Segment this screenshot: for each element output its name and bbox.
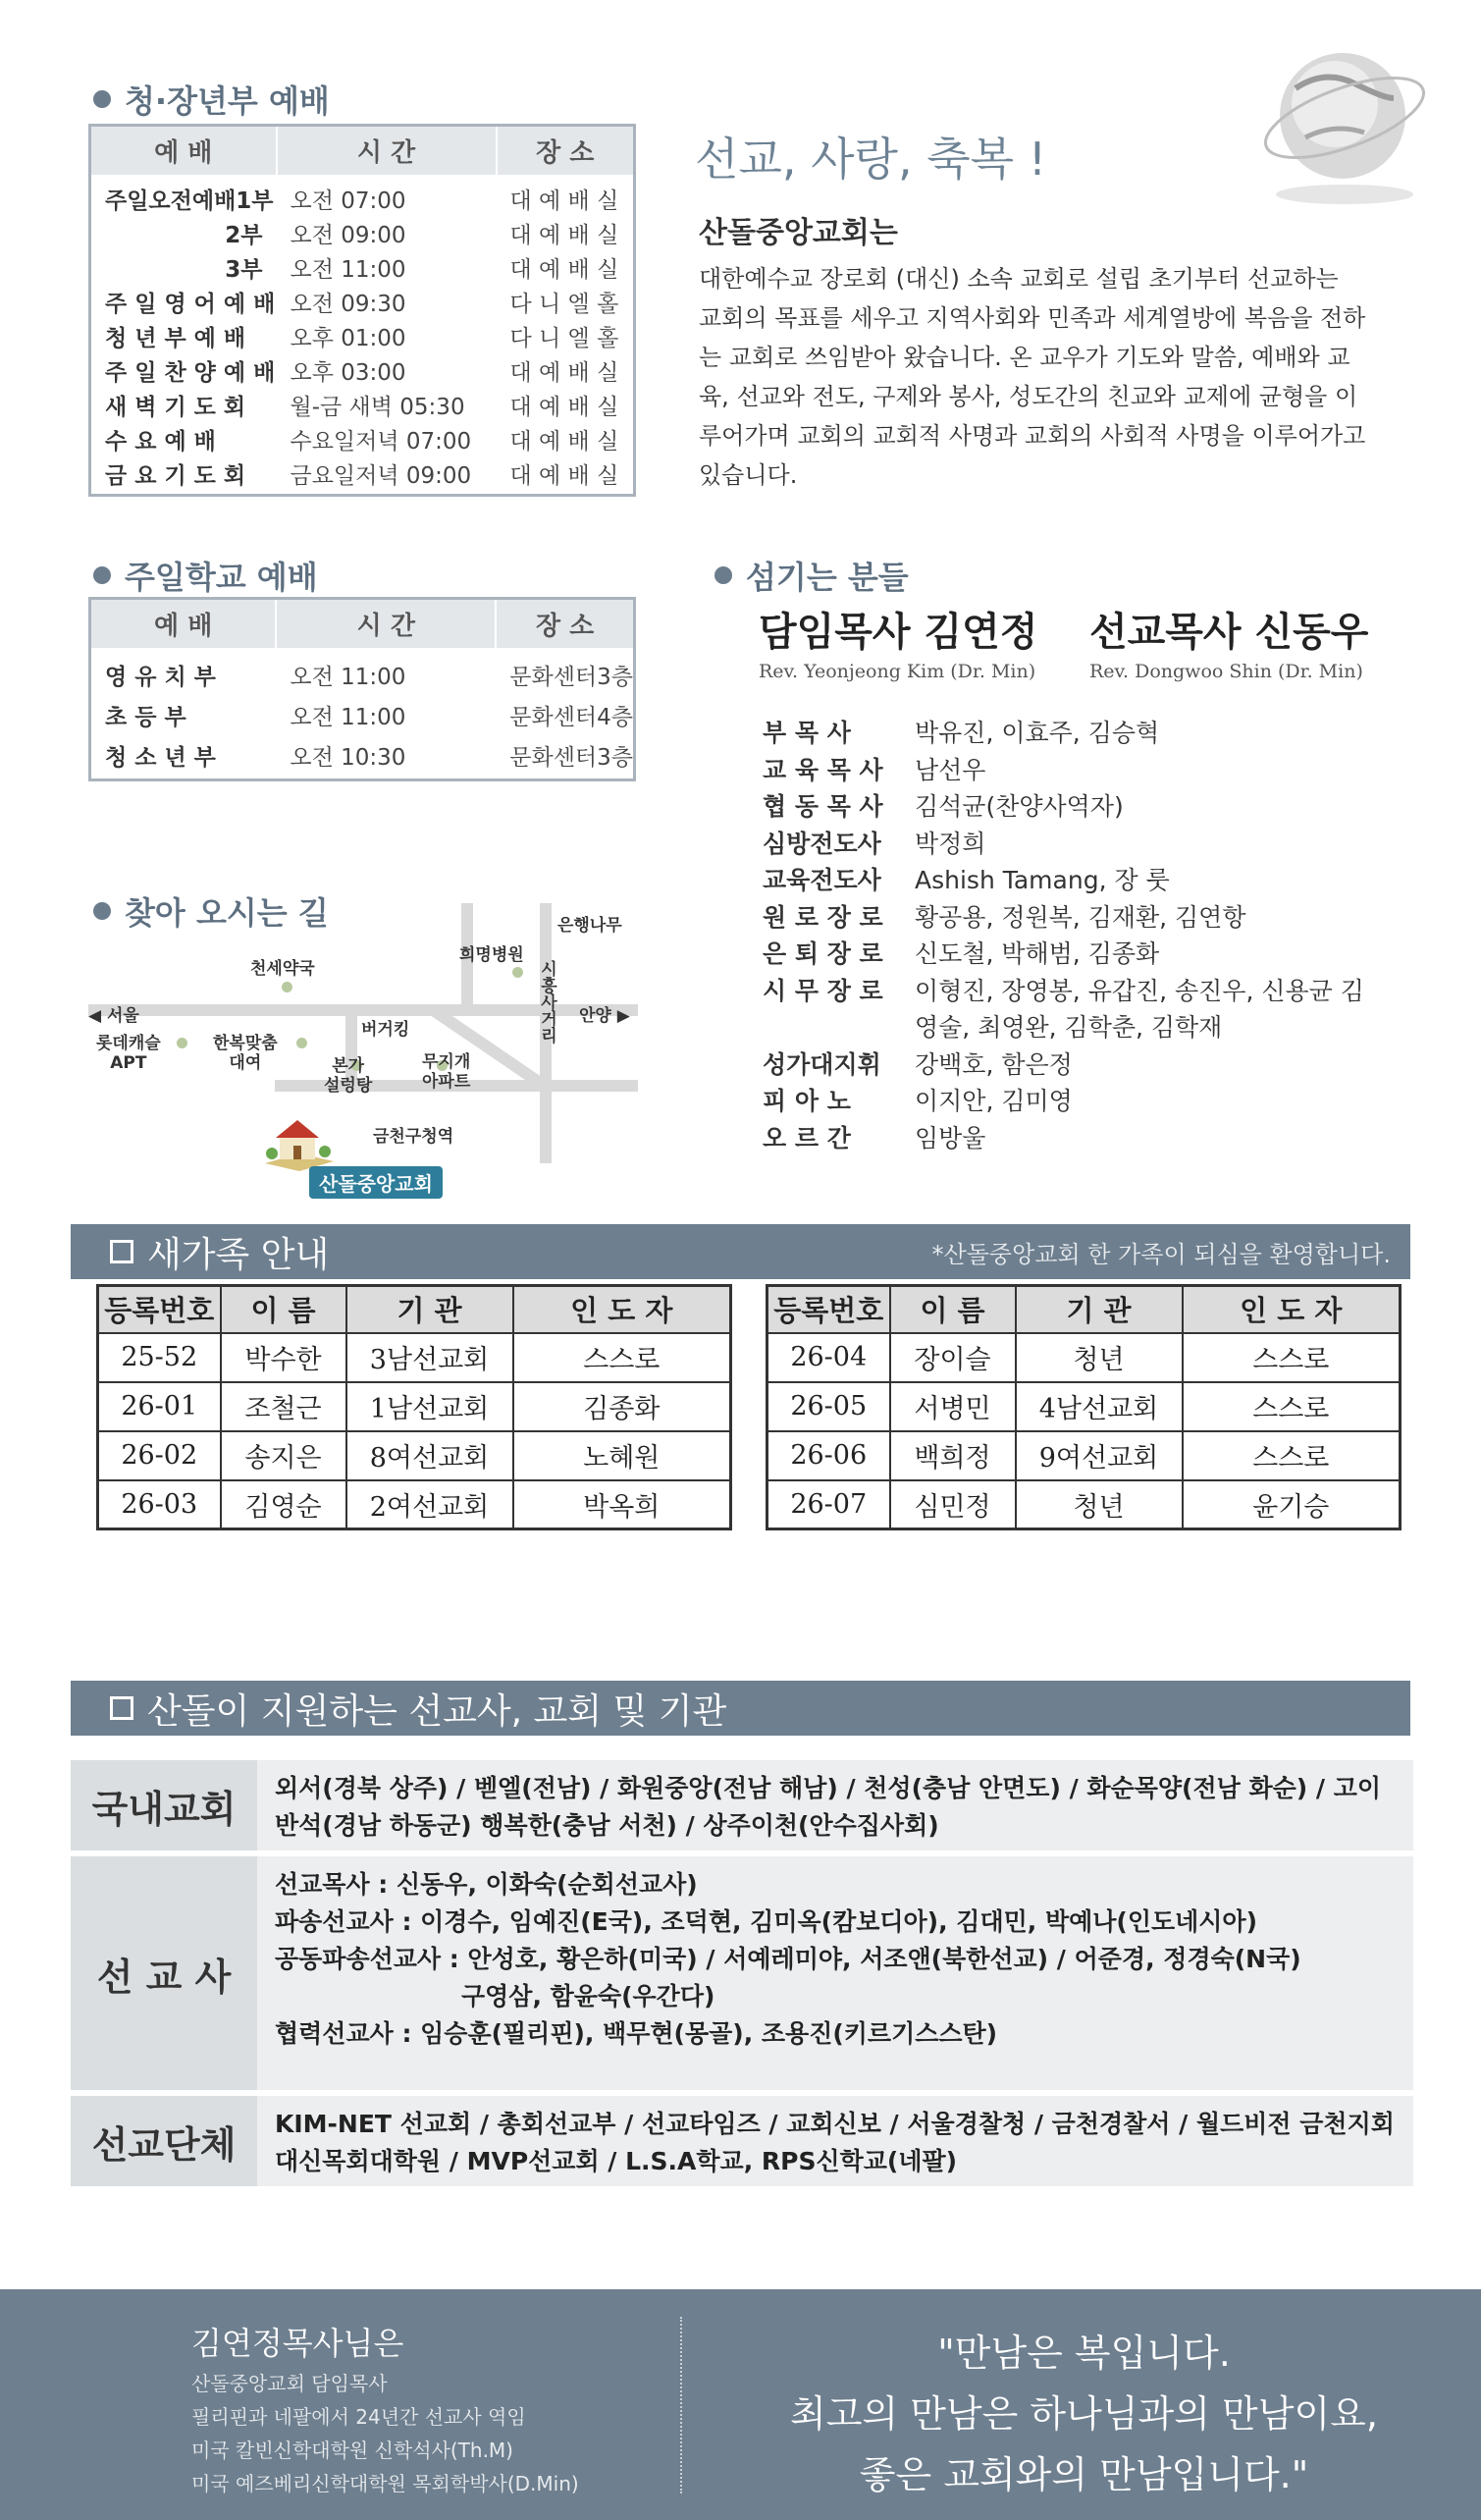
- missions-row-missionary: [71, 1856, 1413, 2090]
- table-cell: 새 벽 기 도 회: [105, 394, 246, 420]
- footer-bio-line: 필리핀과 네팔에서 24년간 선교사 역임: [191, 2405, 526, 2429]
- staff-names: 임방울: [915, 1123, 986, 1153]
- youth-worship-table: [88, 124, 636, 497]
- map-label-seoul: ◀ 서울: [88, 1006, 139, 1026]
- organization-line: 대신목회대학원 / MVP선교회 / L.S.A학교, RPS신학교(네팔): [275, 2147, 958, 2175]
- table-cell: 8여선교회: [346, 1431, 513, 1480]
- staff-names: 이형진, 장영봉, 유갑진, 송진우, 신용균 김영술, 최영완, 김학춘, 김학재: [915, 976, 1364, 1042]
- staff-role: 협 동 목 사: [763, 792, 883, 821]
- table-cell: 3부: [225, 256, 263, 283]
- missionary-list: [257, 1856, 1413, 2090]
- table-cell: 26-07: [767, 1480, 890, 1529]
- table-cell: 김종화: [513, 1382, 731, 1431]
- table-row: [767, 1480, 1401, 1529]
- table-row: [90, 356, 635, 391]
- intro-headline: 선교, 사랑, 축복 !: [695, 133, 1047, 186]
- table-row: [90, 738, 635, 780]
- table-cell: 9여선교회: [1016, 1431, 1183, 1480]
- col-header: 기 관: [1016, 1286, 1183, 1333]
- table-cell: 오전 11:00: [290, 704, 406, 730]
- staff-role: 교 육 목 사: [763, 755, 883, 784]
- table-row: [90, 698, 635, 738]
- staff-role: 원 로 장 로: [763, 902, 883, 932]
- footer: [0, 2289, 1481, 2520]
- table-cell: 윤기승: [1183, 1480, 1401, 1529]
- staff-row: [763, 862, 1371, 899]
- table-row: [90, 391, 635, 425]
- table-cell: 박수한: [221, 1333, 346, 1382]
- table-cell: 문화센터3층: [509, 664, 633, 690]
- directions-map: [88, 903, 658, 1207]
- missions-label: 국내교회: [71, 1760, 257, 1850]
- intro-body: 대한예수교 장로회 (대신) 소속 교회로 설립 초기부터 선교하는 교회의 목표를 세우고 지역사회와 민족과 세계열방에 복음을 전하는 교회로 쓰임받아 왔습니다. 온 교우가 기도와 말씀, 예배와 교육, 선교와 전도, 구제와 봉사, 성도간의 친교와 교제에 균형을 이루어가며 교회의 교회적 사명과 교회의 사회적 사명을 이루어가고 있습니다.: [699, 265, 1366, 489]
- table-cell: 금요일저녁 09:00: [290, 462, 472, 489]
- table-cell: 대 예 배 실: [509, 256, 619, 283]
- map-label-anyang: 안양 ▶: [579, 1006, 630, 1026]
- sunday-school-title: 주일학교 예배: [93, 553, 318, 598]
- table-cell: 26-06: [767, 1431, 890, 1480]
- staff-names: 황공용, 정원복, 김재환, 김연항: [915, 902, 1246, 932]
- servants-title: 섬기는 분들: [714, 553, 909, 598]
- staff-role: 은 퇴 장 로: [763, 939, 883, 968]
- bullet-icon: [714, 566, 732, 584]
- senior-pastor-english: Rev. Yeonjeong Kim (Dr. Min): [759, 661, 1036, 682]
- table-cell: 1남선교회: [346, 1382, 513, 1431]
- table-cell: 스스로: [1183, 1333, 1401, 1382]
- col-header: 이 름: [221, 1286, 346, 1333]
- table-cell: 청 년 부 예 배: [105, 325, 246, 351]
- table-cell: 다 니 엘 홀: [509, 325, 619, 351]
- table-cell: 3남선교회: [346, 1333, 513, 1382]
- checkbox-icon: [110, 1696, 133, 1720]
- table-row: [90, 459, 635, 496]
- footer-quote-line: "만남은 복입니다.: [937, 2332, 1231, 2375]
- table-row: [90, 253, 635, 288]
- table-cell: 오후 01:00: [290, 325, 406, 351]
- church-icon: [260, 1114, 339, 1173]
- table-cell: 대 예 배 실: [509, 462, 619, 489]
- table-row: [90, 425, 635, 459]
- missions-row-domestic: [71, 1760, 1413, 1850]
- col-header: 인 도 자: [1183, 1286, 1401, 1333]
- bullet-icon: [93, 90, 111, 108]
- col-header: 시 간: [276, 599, 496, 648]
- table-row: [90, 219, 635, 253]
- table-cell: 오전 10:30: [290, 744, 406, 771]
- table-cell: 조철근: [221, 1382, 346, 1431]
- staff-role: 피 아 노: [763, 1087, 851, 1115]
- table-cell: 오전 09:30: [290, 291, 406, 317]
- col-header: 기 관: [346, 1286, 513, 1333]
- new-family-note: *산돌중앙교회 한 가족이 되심을 환영합니다.: [931, 1240, 1391, 1268]
- table-cell: 오전 07:00: [290, 188, 406, 214]
- staff-names: 신도철, 박해범, 김종화: [915, 939, 1160, 968]
- sunday-school-table: [88, 597, 636, 781]
- new-family-table-right: [766, 1284, 1402, 1530]
- footer-quote-line: 좋은 교회와의 만남입니다.": [859, 2453, 1309, 2496]
- table-cell: 청 소 년 부: [105, 744, 216, 771]
- col-header: 예 배: [90, 126, 277, 175]
- staff-row: [763, 752, 1371, 789]
- table-cell: 대 예 배 실: [509, 222, 619, 248]
- staff-role: 교육전도사: [763, 866, 881, 894]
- missions-bar: 산돌이 지원하는 선교사, 교회 및 기관: [71, 1681, 1410, 1736]
- table-cell: 2여선교회: [346, 1480, 513, 1529]
- missions-label: 선 교 사: [71, 1856, 257, 2090]
- staff-row: [763, 936, 1371, 973]
- table-row: [98, 1333, 731, 1382]
- staff-role: 시 무 장 로: [763, 976, 883, 1005]
- domestic-churches: 외서(경북 상주) / 벧엘(전남) / 화원중앙(전남 해남) / 천성(충남 안면도) / 화순목양(전남 화순) / 고이반석(경남 하동군) 행복한(충남 서천) / 상주이천(안수집사회): [275, 1774, 1382, 1840]
- footer-pastor-name: 김연정목사님은: [191, 2325, 404, 2362]
- map-label-rainbow: 무지개 아파트: [422, 1052, 471, 1092]
- mission-pastor-name: 선교목사 신동우: [1089, 610, 1369, 655]
- table-cell: 청년: [1016, 1480, 1183, 1529]
- table-cell: 대 예 배 실: [509, 394, 619, 420]
- table-cell: 박옥희: [513, 1480, 731, 1529]
- col-header: 장 소: [496, 599, 634, 648]
- table-cell: 스스로: [1183, 1431, 1401, 1480]
- new-family-table-left: [96, 1284, 732, 1530]
- table-cell: 김영순: [221, 1480, 346, 1529]
- table-cell: 스스로: [513, 1333, 731, 1382]
- staff-row: [763, 973, 1371, 1046]
- table-cell: 오전 11:00: [290, 256, 406, 283]
- table-cell: 수요일저녁 07:00: [290, 428, 472, 455]
- staff-role: 부 목 사: [763, 719, 851, 747]
- map-label-pharmacy: 천세약국: [250, 959, 315, 979]
- missionary-line: 협력선교사 : 임승훈(필리핀), 백무현(몽골), 조용진(키르기스스탄): [275, 2019, 998, 2048]
- staff-row: [763, 1046, 1371, 1084]
- map-label-bank: 은행나무: [557, 916, 622, 936]
- table-row: [90, 658, 635, 698]
- staff-row: [763, 826, 1371, 863]
- col-header: 인 도 자: [513, 1286, 731, 1333]
- col-header: 장 소: [497, 126, 635, 175]
- staff-names: Ashish Tamang, 장 룻: [915, 866, 1170, 894]
- table-cell: 청년: [1016, 1333, 1183, 1382]
- table-cell: 노혜원: [513, 1431, 731, 1480]
- youth-worship-title: 청·장년부 예배: [93, 77, 330, 122]
- table-cell: 문화센터4층: [509, 704, 633, 730]
- missions-row-org: [71, 2096, 1413, 2186]
- table-cell: 심민정: [890, 1480, 1016, 1529]
- table-cell: 수 요 예 배: [105, 428, 216, 455]
- intro-subtitle: 산돌중앙교회는: [699, 216, 898, 250]
- table-cell: 주일오전예배1부: [105, 188, 274, 214]
- staff-role: 심방전도사: [763, 829, 881, 858]
- map-label-intersection: 시흥사거리: [537, 960, 556, 1044]
- table-cell: 26-04: [767, 1333, 890, 1382]
- mission-pastor-english: Rev. Dongwoo Shin (Dr. Min): [1089, 661, 1363, 682]
- staff-names: 강백호, 함은정: [915, 1049, 1073, 1079]
- missions-table: [71, 1760, 1413, 2192]
- map-label-lotte: 롯데캐슬 APT: [96, 1034, 161, 1073]
- staff-names: 김석균(찬양사역자): [915, 792, 1124, 821]
- table-cell: 4남선교회: [1016, 1382, 1183, 1431]
- col-header: 등록번호: [98, 1286, 221, 1333]
- footer-bio-line: 미국 칼빈신학대학원 신학석사(Th.M): [191, 2439, 513, 2462]
- new-family-bar: 새가족 안내 *산돌중앙교회 한 가족이 되심을 환영합니다.: [71, 1224, 1410, 1279]
- table-cell: 대 예 배 실: [509, 188, 619, 214]
- table-row: [90, 322, 635, 356]
- staff-names: 남선우: [915, 755, 986, 784]
- footer-bio-line: 산돌중앙교회 담임목사: [191, 2372, 388, 2395]
- table-cell: 문화센터3층: [509, 744, 633, 771]
- table-cell: 백희정: [890, 1431, 1016, 1480]
- table-row: [767, 1333, 1401, 1382]
- staff-names: 이지안, 김미영: [915, 1087, 1073, 1115]
- organization-list: [257, 2096, 1413, 2186]
- table-cell: 금 요 기 도 회: [105, 462, 246, 489]
- bullet-icon: [93, 566, 111, 584]
- directions-title: 찾아 오시는 길: [93, 888, 329, 934]
- table-row: [98, 1480, 731, 1529]
- table-cell: 송지은: [221, 1431, 346, 1480]
- map-label-bonga: 본가 설렁탕: [324, 1056, 373, 1096]
- col-header: 이 름: [890, 1286, 1016, 1333]
- organization-line: KIM-NET 선교회 / 총회선교부 / 선교타임즈 / 교회신보 / 서울경찰청 / 금천경찰서 / 월드비전 금천지회: [275, 2110, 1395, 2138]
- missions-label: 선교단체: [71, 2096, 257, 2186]
- table-cell: 스스로: [1183, 1382, 1401, 1431]
- table-cell: 2부: [225, 222, 263, 248]
- table-cell: 오전 11:00: [290, 664, 406, 690]
- table-cell: 26-03: [98, 1480, 221, 1529]
- col-header: 예 배: [90, 599, 277, 648]
- senior-pastor-name: 담임목사 김연정: [759, 610, 1038, 655]
- staff-names: 박정희: [915, 829, 986, 858]
- table-cell: 26-02: [98, 1431, 221, 1480]
- col-header: 등록번호: [767, 1286, 890, 1333]
- table-row: [90, 288, 635, 322]
- footer-quote-line: 최고의 만남은 하나님과의 만남이요,: [790, 2392, 1378, 2436]
- table-row: [90, 185, 635, 219]
- missionary-line: 구영삼, 함윤숙(우간다): [461, 1982, 715, 2011]
- table-cell: 26-01: [98, 1382, 221, 1431]
- map-label-hospital: 희명병원: [459, 945, 524, 965]
- staff-row: [763, 1120, 1371, 1157]
- staff-row: [763, 899, 1371, 937]
- table-cell: 다 니 엘 홀: [509, 291, 619, 317]
- staff-names: 박유진, 이효주, 김승혁: [915, 719, 1160, 747]
- table-row: [767, 1382, 1401, 1431]
- staff-list: [763, 715, 1371, 1156]
- table-cell: 영 유 치 부: [105, 664, 216, 690]
- table-cell: 오전 09:00: [290, 222, 406, 248]
- table-cell: 장이슬: [890, 1333, 1016, 1382]
- table-cell: 서병민: [890, 1382, 1016, 1431]
- table-cell: 오후 03:00: [290, 359, 406, 386]
- checkbox-icon: [110, 1240, 133, 1263]
- col-header: 시 간: [277, 126, 497, 175]
- table-row: [98, 1382, 731, 1431]
- map-label-hanbok: 한복맞춤 대여: [213, 1034, 278, 1073]
- staff-role: 성가대지휘: [763, 1049, 881, 1079]
- staff-row: [763, 1083, 1371, 1120]
- missionary-line: 선교목사 : 신동우, 이화숙(순회선교사): [275, 1870, 698, 1899]
- missionary-line: 파송선교사 : 이경수, 임예진(E국), 조덕현, 김미옥(캄보디아), 김대민, 박예나(인도네시아): [275, 1907, 1257, 1936]
- globe-icon: [1256, 29, 1433, 216]
- table-cell: 주 일 찬 양 예 배: [105, 359, 276, 386]
- table-cell: 25-52: [98, 1333, 221, 1382]
- table-cell: 대 예 배 실: [509, 359, 619, 386]
- staff-row: [763, 715, 1371, 752]
- table-cell: 월-금 새벽 05:30: [290, 394, 465, 420]
- table-row: [767, 1431, 1401, 1480]
- map-label-church: 산돌중앙교회: [309, 1166, 443, 1199]
- table-cell: 주 일 영 어 예 배: [105, 291, 276, 317]
- table-cell: 26-05: [767, 1382, 890, 1431]
- map-label-station: 금천구청역: [373, 1127, 454, 1147]
- footer-bio-line: 미국 예즈베리신학대학원 목회학박사(D.Min): [191, 2472, 579, 2495]
- missionary-line: 공동파송선교사 : 안성호, 황은하(미국) / 서예레미야, 서조앤(북한선교) / 어준경, 정경숙(N국): [275, 1945, 1301, 1973]
- table-cell: 대 예 배 실: [509, 428, 619, 455]
- footer-divider: [680, 2317, 682, 2493]
- staff-row: [763, 788, 1371, 826]
- map-label-burger: 버거킹: [361, 1020, 410, 1040]
- staff-role: 오 르 간: [763, 1123, 851, 1153]
- table-row: [98, 1431, 731, 1480]
- table-cell: 초 등 부: [105, 704, 186, 730]
